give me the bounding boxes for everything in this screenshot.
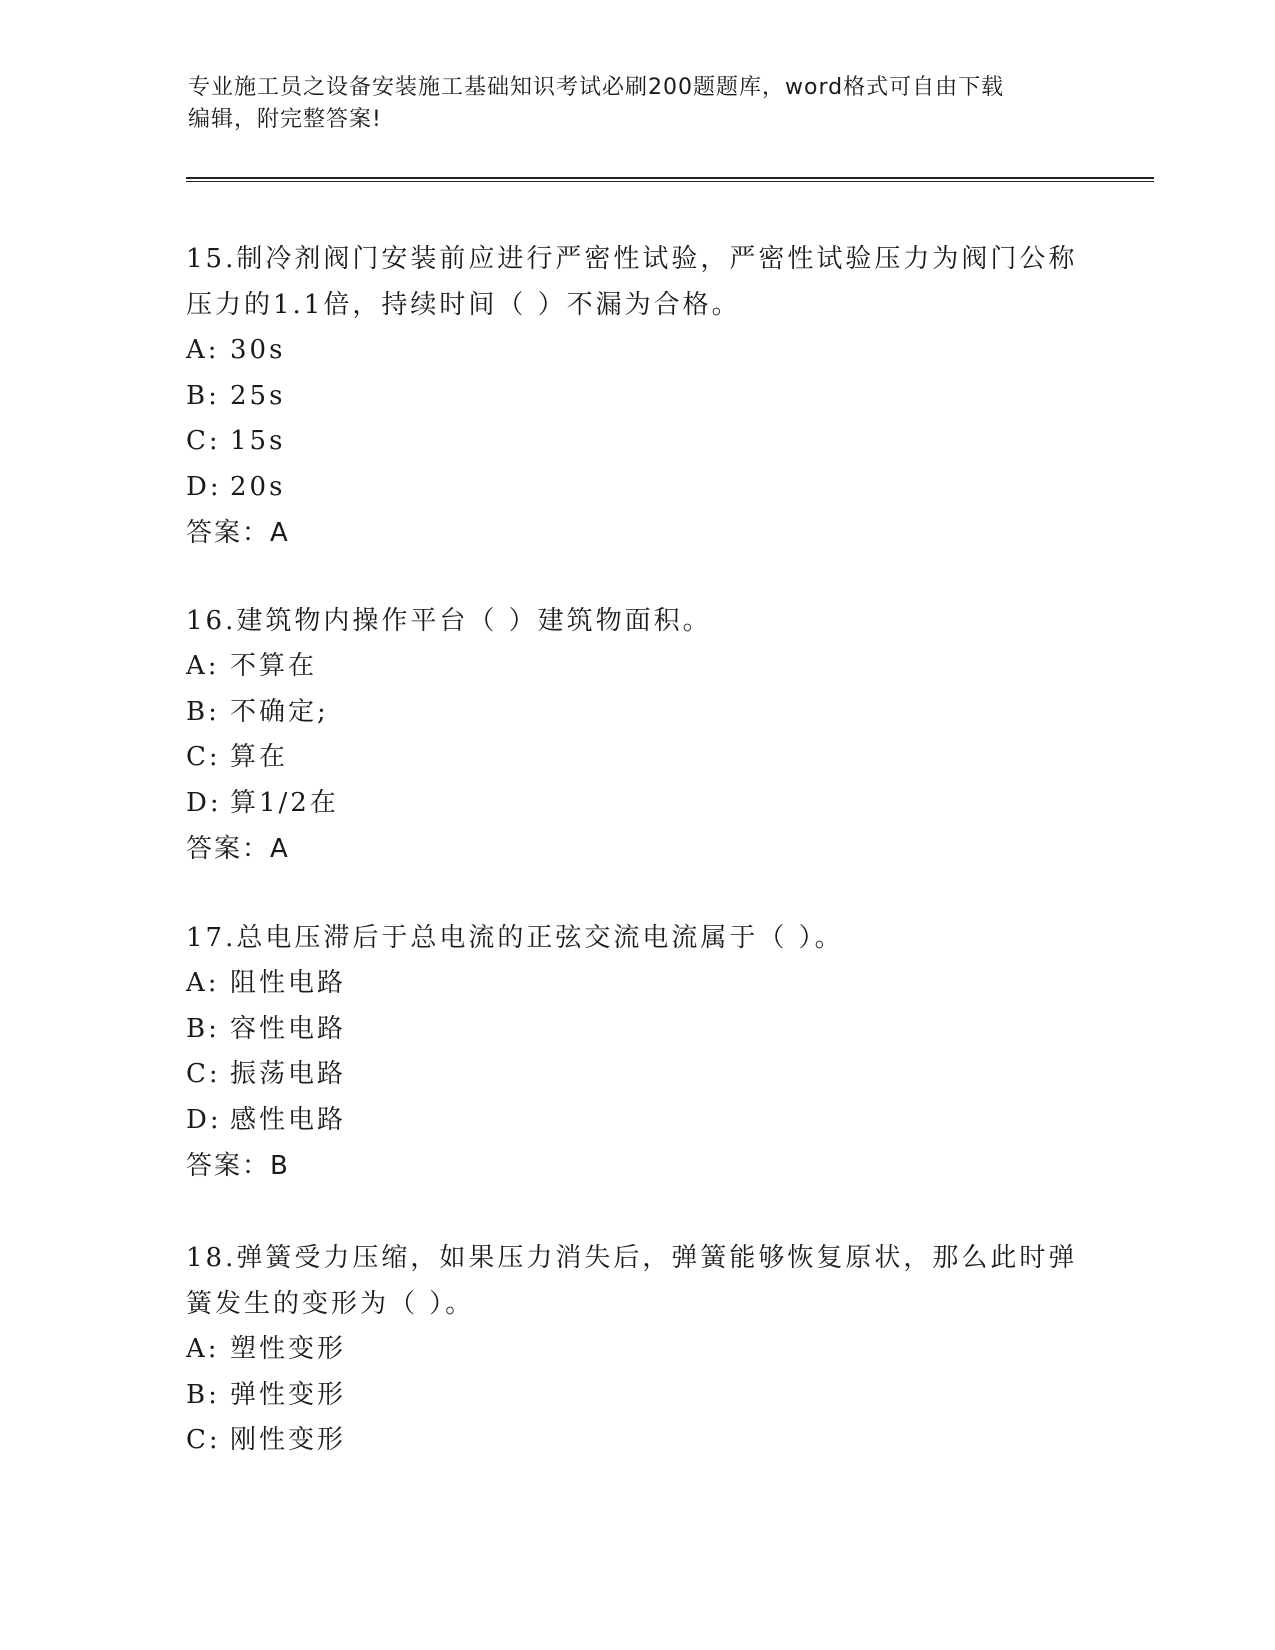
header-line-2: 编辑，附完整答案! [188,107,382,132]
option-letter: C: [186,742,221,772]
option-a [186,1327,1086,1373]
option-text: 感性电路 [230,1104,347,1135]
option-text: 不算在 [230,651,318,681]
option-b [186,1007,1086,1053]
answer-label: 答案：B [186,1151,290,1181]
option-letter: B: [186,380,220,411]
option-text: 塑性变形 [230,1334,347,1364]
option-d [186,1098,1086,1144]
option-letter: C: [186,1425,221,1455]
question-stem-continued: 簧发生的变形为（ ）。 [186,1289,475,1319]
option-c [186,1418,1086,1464]
header-divider [186,177,1154,182]
option-letter: A: [186,651,220,681]
option-b [186,374,1086,420]
option-letter: B: [186,696,220,727]
option-text: 容性电路 [230,1013,347,1044]
question-stem-continued: 压力的1.1倍，持续时间（ ）不漏为合格。 [186,290,741,320]
question-17 [186,915,1086,1189]
option-letter: D: [186,1104,222,1135]
document-header [188,72,1088,136]
option-a [186,644,1086,690]
option-text: 刚性变形 [230,1425,347,1455]
option-text: 算在 [230,742,289,772]
question-stem: 16.建筑物内操作平台（ ）建筑物面积。 [186,606,712,636]
question-stem: 17.总电压滞后于总电流的正弦交流电流属于（ ）。 [186,923,844,953]
option-b [186,690,1086,736]
option-letter: C: [186,426,221,456]
option-letter: A: [186,1334,220,1364]
option-letter: D: [186,471,222,502]
answer-label: 答案：A [186,518,290,548]
option-letter: C: [186,1059,221,1089]
option-a [186,328,1086,374]
option-d [186,465,1086,511]
option-text: 30s [230,335,286,365]
option-c [186,1052,1086,1098]
option-letter: A: [186,335,220,365]
question-stem: 15.制冷剂阀门安装前应进行严密性试验，严密性试验压力为阀门公称 [186,244,1078,274]
option-letter: A: [186,968,220,998]
option-a [186,961,1086,1007]
option-c [186,419,1086,465]
option-d [186,781,1086,827]
option-letter: B: [186,1379,220,1410]
option-text: 15s [230,426,286,456]
option-text: 阻性电路 [230,968,347,998]
option-text: 算1/2在 [230,787,339,818]
option-text: 不确定; [230,696,329,727]
option-text: 振荡电路 [230,1059,347,1089]
option-text: 25s [230,380,286,411]
question-stem: 18.弹簧受力压缩，如果压力消失后，弹簧能够恢复原状，那么此时弹 [186,1243,1078,1273]
option-text: 20s [230,471,286,502]
option-letter: D: [186,787,222,818]
option-b [186,1373,1086,1419]
answer-label: 答案：A [186,834,290,864]
option-letter: B: [186,1013,220,1044]
question-16 [186,598,1086,872]
question-15 [186,236,1086,556]
question-18 [186,1235,1086,1464]
header-line-1: 专业施工员之设备安装施工基础知识考试必刷200题题库，word格式可自由下载 [188,75,1005,100]
option-c [186,735,1086,781]
option-text: 弹性变形 [230,1379,347,1410]
